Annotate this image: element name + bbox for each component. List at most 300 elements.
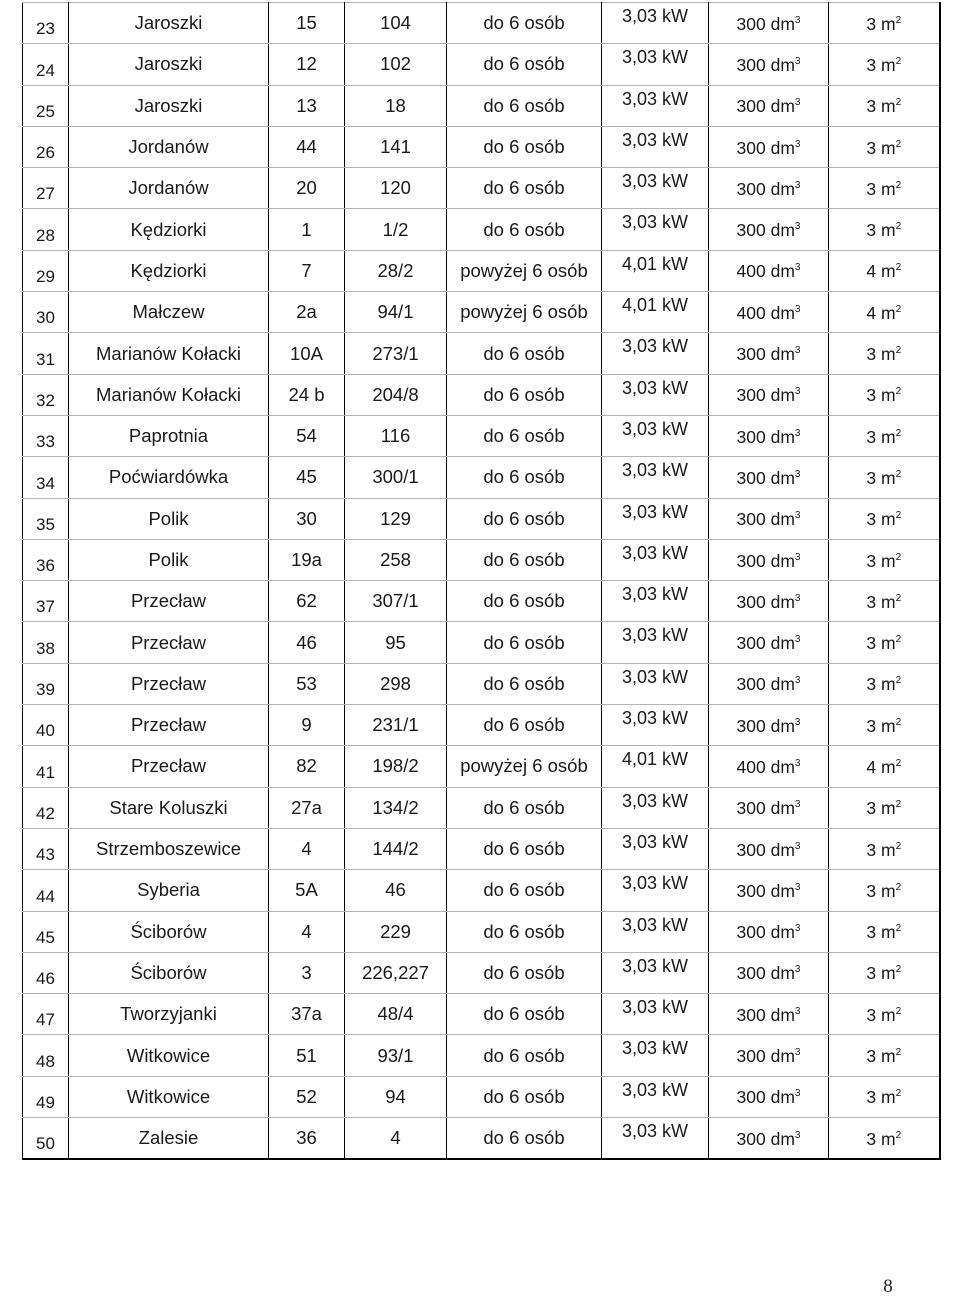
locality-cell-text: Paprotnia [128, 425, 209, 447]
volume-cell [709, 333, 829, 374]
house-number-cell-text: 51 [296, 1044, 317, 1066]
volume-cell-text: 300 dm [736, 96, 795, 117]
area-cell-text: 3 m [866, 591, 896, 612]
locality-cell [69, 581, 269, 622]
volume-cell [709, 1035, 829, 1076]
area-cell [829, 44, 940, 85]
locality-cell-text: Ściborów [130, 961, 207, 983]
table-row [23, 539, 940, 580]
unit-exponent: 3 [794, 468, 801, 480]
unit-exponent: 2 [895, 881, 902, 893]
power-cell [602, 952, 709, 993]
table-row [23, 581, 940, 622]
locality-cell-text: Syberia [137, 879, 200, 901]
locality-cell [69, 539, 269, 580]
area-cell-text: 4 m [866, 302, 896, 323]
house-number-cell-text: 24 b [288, 383, 325, 405]
persons-cell-text: do 6 osób [483, 425, 565, 447]
table-row [23, 126, 940, 167]
power-cell-text: 3,03 kW [621, 584, 689, 605]
unit-exponent: 2 [895, 592, 902, 604]
persons-cell [447, 828, 602, 869]
unit-exponent: 2 [895, 1088, 902, 1100]
unit-exponent: 2 [895, 1005, 902, 1017]
house-number-cell-text: 10A [290, 342, 323, 364]
house-number-cell-text: 44 [296, 136, 317, 158]
plot-number-cell [345, 168, 447, 209]
locality-cell-text: Poćwiardówka [108, 466, 229, 488]
plot-number-cell-text: 129 [380, 507, 411, 529]
house-number-cell [269, 44, 345, 85]
locality-cell [69, 250, 269, 291]
volume-cell [709, 168, 829, 209]
power-cell [602, 746, 709, 787]
volume-cell [709, 1076, 829, 1117]
unit-exponent: 2 [895, 303, 902, 315]
power-cell-text: 3,03 kW [621, 88, 689, 109]
locality-cell [69, 952, 269, 993]
locality-cell [69, 374, 269, 415]
volume-cell-text: 300 dm [736, 1128, 795, 1149]
house-number-cell-text: 62 [296, 590, 317, 612]
area-cell [829, 1118, 940, 1160]
unit-exponent: 2 [895, 1047, 902, 1059]
locality-cell [69, 44, 269, 85]
unit-exponent: 2 [895, 840, 902, 852]
power-cell-text: 3,03 kW [621, 790, 689, 811]
table-row [23, 746, 940, 787]
house-number-cell [269, 911, 345, 952]
power-cell-text: 3,03 kW [621, 377, 689, 398]
house-number-cell [269, 3, 345, 44]
plot-number-cell [345, 952, 447, 993]
area-cell [829, 828, 940, 869]
locality-cell [69, 870, 269, 911]
area-cell-text: 3 m [866, 426, 896, 447]
row-number-cell-text: 40 [36, 721, 55, 741]
area-cell [829, 952, 940, 993]
plot-number-cell [345, 994, 447, 1035]
table-row [23, 1076, 940, 1117]
volume-cell [709, 374, 829, 415]
area-cell-text: 3 m [866, 1128, 896, 1149]
plot-number-cell [345, 209, 447, 250]
power-cell [602, 44, 709, 85]
unit-exponent: 3 [794, 840, 801, 852]
locality-cell-text: Jordanów [128, 177, 209, 199]
unit-exponent: 3 [794, 1129, 801, 1141]
power-cell-text: 3,03 kW [621, 6, 689, 26]
power-cell [602, 415, 709, 456]
unit-exponent: 3 [794, 303, 801, 315]
power-cell [602, 1035, 709, 1076]
persons-cell-text: do 6 osób [483, 12, 565, 34]
locality-cell [69, 994, 269, 1035]
table-row [23, 415, 940, 456]
house-number-cell-text: 2a [296, 301, 317, 323]
row-number-cell-text: 46 [36, 969, 55, 989]
persons-cell [447, 911, 602, 952]
persons-cell-text: do 6 osób [483, 672, 565, 694]
plot-number-cell [345, 787, 447, 828]
row-number-cell [23, 3, 69, 44]
power-cell [602, 581, 709, 622]
row-number-cell-text: 28 [36, 225, 55, 245]
unit-exponent: 2 [895, 757, 902, 769]
plot-number-cell [345, 44, 447, 85]
power-cell [602, 292, 709, 333]
volume-cell-text: 300 dm [736, 1046, 795, 1067]
unit-exponent: 2 [895, 262, 902, 274]
volume-cell [709, 911, 829, 952]
volume-cell-text: 300 dm [736, 426, 795, 447]
area-cell [829, 498, 940, 539]
row-number-cell-text: 37 [36, 597, 55, 617]
plot-number-cell [345, 581, 447, 622]
table-row [23, 3, 940, 44]
power-cell-text: 3,03 kW [621, 460, 689, 481]
house-number-cell-text: 4 [301, 920, 312, 942]
table-row [23, 457, 940, 498]
persons-cell [447, 374, 602, 415]
area-cell-text: 3 m [866, 54, 896, 75]
power-cell [602, 622, 709, 663]
power-cell [602, 911, 709, 952]
area-cell [829, 870, 940, 911]
volume-cell-text: 300 dm [736, 344, 795, 365]
persons-cell [447, 292, 602, 333]
table-row [23, 292, 940, 333]
persons-cell [447, 952, 602, 993]
volume-cell [709, 952, 829, 993]
area-cell-text: 3 m [866, 385, 896, 406]
power-cell-text: 3,03 kW [621, 418, 689, 439]
power-cell [602, 457, 709, 498]
unit-exponent: 3 [794, 510, 801, 522]
row-number-cell [23, 333, 69, 374]
plot-number-cell-text: 28/2 [377, 259, 414, 281]
house-number-cell [269, 1118, 345, 1160]
persons-cell [447, 415, 602, 456]
persons-cell-text: do 6 osób [483, 466, 565, 488]
area-cell-text: 3 m [866, 344, 896, 365]
locality-cell [69, 1076, 269, 1117]
plot-number-cell [345, 85, 447, 126]
plot-number-cell [345, 292, 447, 333]
volume-cell-text: 300 dm [736, 715, 795, 736]
area-cell-text: 3 m [866, 715, 896, 736]
power-cell [602, 333, 709, 374]
house-number-cell [269, 126, 345, 167]
row-number-cell-text: 30 [36, 308, 55, 328]
power-cell [602, 994, 709, 1035]
volume-cell-text: 300 dm [736, 178, 795, 199]
power-cell [602, 374, 709, 415]
volume-cell [709, 581, 829, 622]
unit-exponent: 3 [794, 757, 801, 769]
plot-number-cell [345, 622, 447, 663]
persons-cell [447, 126, 602, 167]
unit-exponent: 2 [895, 799, 902, 811]
row-number-cell-text: 35 [36, 514, 55, 534]
locality-cell-text: Jaroszki [134, 53, 203, 75]
area-cell [829, 3, 940, 44]
area-cell-text: 3 m [866, 963, 896, 984]
house-number-cell [269, 787, 345, 828]
volume-cell [709, 539, 829, 580]
row-number-cell-text: 32 [36, 390, 55, 410]
area-cell [829, 1035, 940, 1076]
area-cell [829, 581, 940, 622]
power-cell-text: 3,03 kW [621, 873, 689, 894]
persons-cell [447, 333, 602, 374]
unit-exponent: 2 [895, 551, 902, 563]
volume-cell-text: 300 dm [736, 467, 795, 488]
row-number-cell-text: 34 [36, 473, 55, 493]
volume-cell-text: 300 dm [736, 633, 795, 654]
unit-exponent: 3 [794, 551, 801, 563]
area-cell-text: 3 m [866, 509, 896, 530]
row-number-cell [23, 415, 69, 456]
power-cell-text: 3,03 kW [621, 625, 689, 646]
power-cell-text: 3,03 kW [621, 171, 689, 192]
unit-exponent: 3 [794, 881, 801, 893]
persons-cell-text: do 6 osób [483, 1003, 565, 1025]
table-row [23, 994, 940, 1035]
row-number-cell [23, 1076, 69, 1117]
installations-table [22, 2, 941, 1160]
locality-cell-text: Jaroszki [134, 12, 203, 34]
row-number-cell [23, 705, 69, 746]
house-number-cell [269, 994, 345, 1035]
unit-exponent: 2 [895, 221, 902, 233]
locality-cell [69, 746, 269, 787]
volume-cell-text: 400 dm [736, 261, 795, 282]
row-number-cell-text: 44 [36, 886, 55, 906]
house-number-cell [269, 250, 345, 291]
area-cell-text: 3 m [866, 880, 896, 901]
volume-cell-text: 300 dm [736, 54, 795, 75]
power-cell [602, 126, 709, 167]
area-cell [829, 705, 940, 746]
row-number-cell-text: 25 [36, 101, 55, 121]
power-cell [602, 787, 709, 828]
plot-number-cell-text: 204/8 [372, 383, 419, 405]
power-cell [602, 539, 709, 580]
unit-exponent: 3 [794, 14, 801, 26]
table-row [23, 828, 940, 869]
locality-cell-text: Jaroszki [134, 94, 203, 116]
locality-cell [69, 333, 269, 374]
table-body [23, 3, 940, 1160]
volume-cell [709, 85, 829, 126]
table-row [23, 44, 940, 85]
persons-cell-text: powyżej 6 osób [460, 301, 588, 323]
row-number-cell-text: 48 [36, 1051, 55, 1071]
house-number-cell [269, 828, 345, 869]
row-number-cell-text: 49 [36, 1093, 55, 1113]
area-cell-text: 3 m [866, 137, 896, 158]
table-row [23, 250, 940, 291]
unit-exponent: 3 [794, 262, 801, 274]
power-cell-text: 3,03 kW [621, 997, 689, 1018]
table-row [23, 663, 940, 704]
house-number-cell [269, 1076, 345, 1117]
unit-exponent: 2 [895, 14, 902, 26]
plot-number-cell-text: 116 [380, 425, 411, 447]
plot-number-cell-text: 94 [385, 1085, 406, 1107]
volume-cell [709, 126, 829, 167]
volume-cell [709, 663, 829, 704]
persons-cell-text: powyżej 6 osób [460, 259, 588, 281]
unit-exponent: 3 [794, 138, 801, 150]
page-number: 8 [883, 1276, 893, 1297]
unit-exponent: 3 [794, 345, 801, 357]
house-number-cell [269, 539, 345, 580]
house-number-cell [269, 581, 345, 622]
power-cell-text: 4,01 kW [621, 295, 689, 316]
unit-exponent: 2 [895, 964, 902, 976]
area-cell [829, 168, 940, 209]
plot-number-cell-text: 198/2 [372, 755, 419, 777]
volume-cell [709, 746, 829, 787]
table-row [23, 374, 940, 415]
locality-cell [69, 292, 269, 333]
volume-cell [709, 870, 829, 911]
house-number-cell-text: 5A [295, 879, 318, 901]
persons-cell [447, 539, 602, 580]
table-row [23, 622, 940, 663]
locality-cell [69, 457, 269, 498]
row-number-cell-text: 24 [36, 60, 55, 80]
power-cell-text: 3,03 kW [621, 914, 689, 935]
plot-number-cell-text: 1/2 [382, 218, 409, 240]
persons-cell [447, 1076, 602, 1117]
plot-number-cell-text: 93/1 [377, 1044, 414, 1066]
unit-exponent: 2 [895, 634, 902, 646]
locality-cell-text: Kędziorki [130, 218, 207, 240]
persons-cell [447, 581, 602, 622]
house-number-cell-text: 9 [301, 714, 312, 736]
house-number-cell-text: 13 [296, 94, 317, 116]
table-row [23, 168, 940, 209]
power-cell-text: 3,03 kW [621, 47, 689, 68]
persons-cell-text: do 6 osób [483, 1044, 565, 1066]
persons-cell-text: do 6 osób [483, 796, 565, 818]
row-number-cell-text: 41 [36, 762, 55, 782]
plot-number-cell-text: 120 [380, 177, 411, 199]
area-cell-text: 4 m [866, 261, 896, 282]
volume-cell-text: 300 dm [736, 880, 795, 901]
volume-cell-text: 300 dm [736, 839, 795, 860]
persons-cell-text: do 6 osób [483, 714, 565, 736]
unit-exponent: 2 [895, 675, 902, 687]
plot-number-cell-text: 134/2 [372, 796, 419, 818]
unit-exponent: 2 [895, 97, 902, 109]
plot-number-cell-text: 48/4 [377, 1003, 414, 1025]
unit-exponent: 3 [794, 386, 801, 398]
power-cell [602, 209, 709, 250]
area-cell-text: 3 m [866, 220, 896, 241]
row-number-cell-text: 42 [36, 803, 55, 823]
locality-cell [69, 168, 269, 209]
volume-cell [709, 457, 829, 498]
house-number-cell-text: 20 [296, 177, 317, 199]
locality-cell-text: Zalesie [138, 1127, 199, 1149]
table-row [23, 209, 940, 250]
power-cell-text: 3,03 kW [621, 129, 689, 150]
persons-cell-text: do 6 osób [483, 94, 565, 116]
plot-number-cell [345, 1076, 447, 1117]
plot-number-cell [345, 250, 447, 291]
volume-cell-text: 300 dm [736, 550, 795, 571]
area-cell [829, 622, 940, 663]
plot-number-cell-text: 307/1 [372, 590, 419, 612]
row-number-cell-text: 45 [36, 927, 55, 947]
volume-cell-text: 300 dm [736, 1087, 795, 1108]
row-number-cell-text: 23 [36, 19, 55, 39]
locality-cell [69, 3, 269, 44]
locality-cell [69, 209, 269, 250]
plot-number-cell [345, 911, 447, 952]
row-number-cell-text: 43 [36, 845, 55, 865]
plot-number-cell [345, 746, 447, 787]
plot-number-cell [345, 415, 447, 456]
locality-cell [69, 126, 269, 167]
row-number-cell [23, 622, 69, 663]
persons-cell [447, 994, 602, 1035]
volume-cell-text: 300 dm [736, 385, 795, 406]
unit-exponent: 2 [895, 179, 902, 191]
house-number-cell-text: 27a [291, 796, 322, 818]
row-number-cell [23, 952, 69, 993]
power-cell-text: 3,03 kW [621, 336, 689, 357]
power-cell [602, 3, 709, 44]
unit-exponent: 3 [794, 675, 801, 687]
locality-cell [69, 85, 269, 126]
plot-number-cell-text: 298 [380, 672, 411, 694]
plot-number-cell-text: 95 [385, 631, 406, 653]
area-cell-text: 3 m [866, 178, 896, 199]
house-number-cell [269, 333, 345, 374]
table-row [23, 85, 940, 126]
persons-cell-text: do 6 osób [483, 549, 565, 570]
locality-cell-text: Jordanów [128, 136, 209, 158]
area-cell-text: 3 m [866, 1004, 896, 1025]
persons-cell-text: powyżej 6 osób [460, 755, 588, 777]
plot-number-cell [345, 3, 447, 44]
plot-number-cell [345, 333, 447, 374]
locality-cell [69, 705, 269, 746]
unit-exponent: 3 [794, 592, 801, 604]
persons-cell [447, 209, 602, 250]
locality-cell-text: Tworzyjanki [120, 1003, 217, 1025]
row-number-cell [23, 457, 69, 498]
area-cell-text: 3 m [866, 467, 896, 488]
plot-number-cell [345, 1035, 447, 1076]
unit-exponent: 3 [794, 97, 801, 109]
power-cell-text: 4,01 kW [621, 253, 689, 274]
plot-number-cell-text: 226,227 [362, 961, 429, 983]
volume-cell [709, 994, 829, 1035]
power-cell [602, 870, 709, 911]
area-cell [829, 333, 940, 374]
unit-exponent: 3 [794, 1005, 801, 1017]
volume-cell [709, 209, 829, 250]
row-number-cell-text: 47 [36, 1010, 55, 1030]
house-number-cell [269, 663, 345, 704]
house-number-cell [269, 415, 345, 456]
